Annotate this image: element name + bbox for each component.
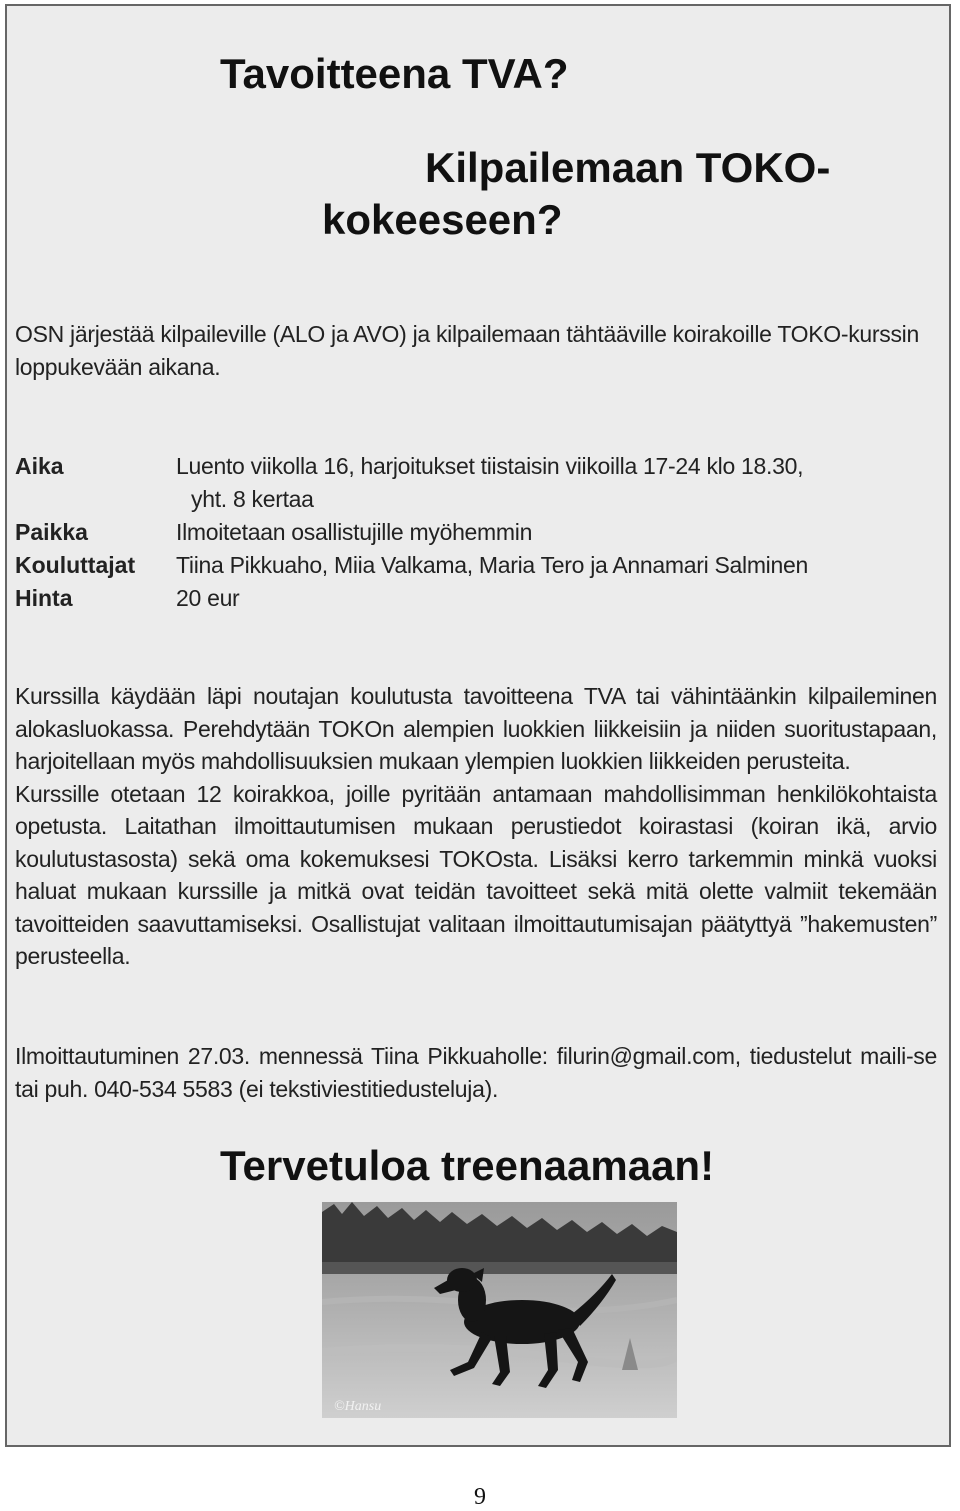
kouluttajat-value: Tiina Pikkuaho, Miia Valkama, Maria Tero ja Annamari Salminen xyxy=(176,552,808,578)
dog-photo xyxy=(322,1202,677,1418)
dog-photo-image xyxy=(322,1202,677,1418)
aika-value-cont: yht. 8 kertaa xyxy=(191,486,314,512)
welcome-heading: Tervetuloa treenaamaan! xyxy=(220,1142,715,1189)
page-number: 9 xyxy=(474,1484,486,1510)
aika-label: Aika xyxy=(15,453,64,479)
paikka-label: Paikka xyxy=(15,519,88,545)
hinta-value: 20 eur xyxy=(176,585,240,611)
course-description xyxy=(15,680,937,973)
title-tva: Tavoitteena TVA? xyxy=(220,50,569,97)
hinta-label: Hinta xyxy=(15,585,73,611)
description-paragraph-1: Kurssilla käydään läpi noutajan koulutusta tavoitteena TVA tai vähintäänkin kilpaileminen alokasluokassa. Perehdytään TOKOn alempien luokkien liikkeisiin ja niiden suoritustapaan, harjoitellaan myös mahdollisuuksien mukaan ylempien luokkien liikkeiden perusteita. xyxy=(15,683,937,774)
intro-paragraph: OSN järjestää kilpaileville (ALO ja AVO) ja kilpailemaan tähtääville koirakoille TOKO-kurssin loppukevään aikana. xyxy=(15,321,919,380)
kouluttajat-label: Kouluttajat xyxy=(15,552,136,578)
title-toko-line2: kokeeseen? xyxy=(322,196,563,243)
paikka-value: Ilmoitetaan osallistujille myöhemmin xyxy=(176,519,533,545)
title-toko-line1: Kilpailemaan TOKO- xyxy=(425,144,831,191)
photo-credit: ©Hansu xyxy=(334,1399,382,1414)
description-paragraph-2: Kurssille otetaan 12 koirakkoa, joille pyritään antamaan mahdollisimman henkilökohtaista opetusta. Laitathan ilmoittautumisen mukaan perustiedot koirastasi (koiran ikä, arvio koulutustasosta) sekä oma kokemuksesi TOKOsta. Lisäksi kerro tarkemmin minkä vuoksi haluat mukaan kurssille ja mitkä ovat teidän tavoitteet sekä mitä olette valmiit tekemään tavoitteiden saavuttamiseksi. Osallistujat valitaan ilmoittautumisajan päätyttyä ”hakemusten” perusteella. xyxy=(15,780,937,969)
aika-value: Luento viikolla 16, harjoitukset tiistaisin viikoilla 17-24 klo 18.30, xyxy=(176,453,804,479)
registration-info xyxy=(15,1040,937,1105)
registration-paragraph: Ilmoittautuminen 27.03. mennessä Tiina Pikkuaholle: filurin@gmail.com, tiedustelut maili-se tai puh. 040-534 5583 (ei tekstiviestitiedusteluja). xyxy=(15,1043,937,1102)
